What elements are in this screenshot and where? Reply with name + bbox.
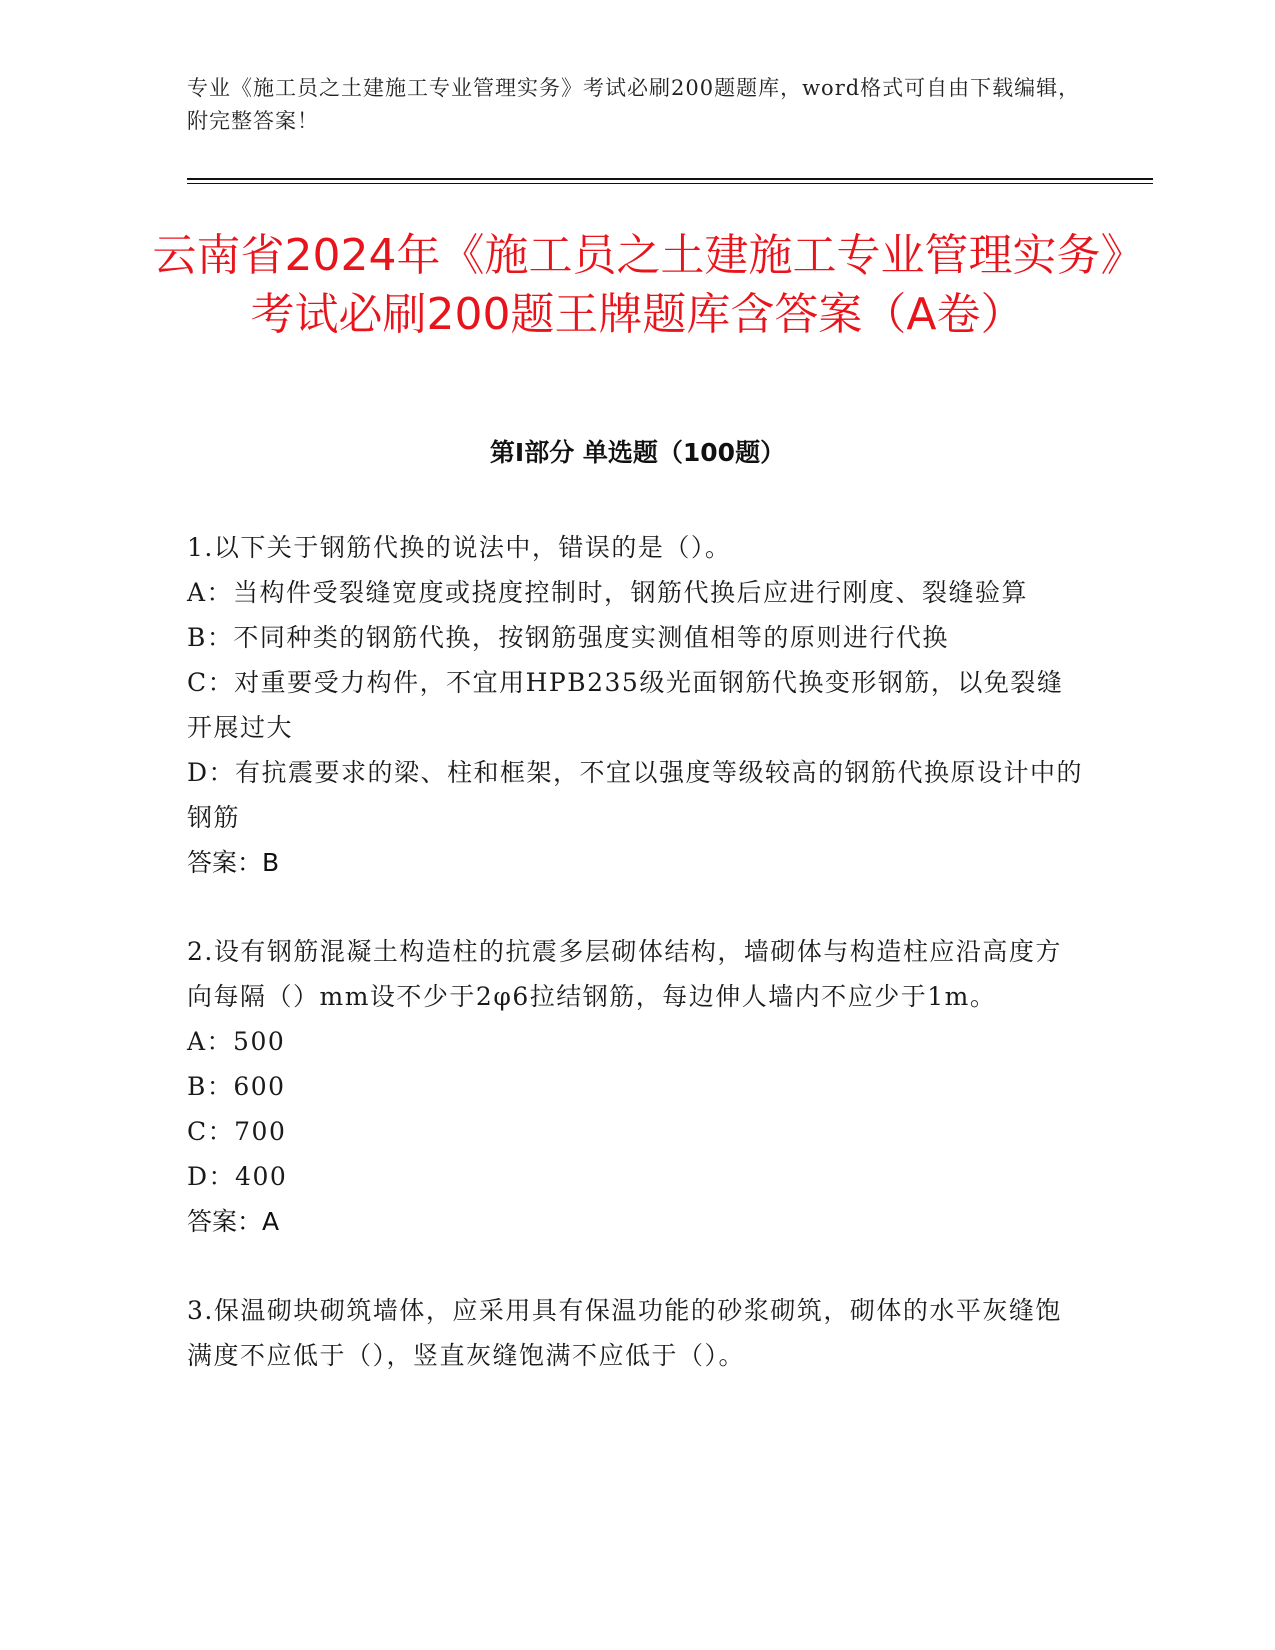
- question-stem: 1.以下关于钢筋代换的说法中，错误的是（）。: [187, 533, 732, 562]
- document-title: 云南省2024年《施工员之土建施工专业管理实务》考试必刷200题王牌题库含答案（A卷）: [152, 230, 1123, 340]
- option-d: D：400: [187, 1162, 288, 1191]
- header-note: 专业《施工员之土建施工专业管理实务》考试必刷200题题库，word格式可自由下载编辑，附完整答案！: [187, 76, 1081, 133]
- section-title: 第Ⅰ部分 单选题（100题）: [489, 438, 786, 467]
- question-stem: 2.设有钢筋混凝土构造柱的抗震多层砌体结构，墙砌体与构造柱应沿高度方向每隔（）mm设不少于2φ6拉结钢筋，每边伸人墙内不应少于1m。: [187, 937, 1062, 1011]
- question-1: [187, 525, 1087, 885]
- option-d: D：有抗震要求的梁、柱和框架，不宜以强度等级较高的钢筋代换原设计中的钢筋: [187, 758, 1084, 832]
- option-c: C：对重要受力构件，不宜用HPB235级光面钢筋代换变形钢筋，以免裂缝开展过大: [187, 668, 1064, 742]
- question-stem: 3.保温砌块砌筑墙体，应采用具有保温功能的砂浆砌筑，砌体的水平灰缝饱满度不应低于（），竖直灰缝饱满不应低于（）。: [187, 1296, 1062, 1370]
- option-a: A：500: [187, 1027, 286, 1056]
- question-list: [187, 525, 1087, 1422]
- answer: 答案：B: [187, 848, 280, 877]
- option-a: A：当构件受裂缝宽度或挠度控制时，钢筋代换后应进行刚度、裂缝验算: [187, 578, 1029, 607]
- option-b: B：不同种类的钢筋代换，按钢筋强度实测值相等的原则进行代换: [187, 623, 949, 652]
- option-c: C：700: [187, 1117, 287, 1146]
- header-divider-thin: [187, 183, 1153, 184]
- question-2: [187, 929, 1087, 1244]
- answer: 答案：A: [187, 1207, 280, 1236]
- option-b: B：600: [187, 1072, 286, 1101]
- question-3: [187, 1288, 1087, 1378]
- header-divider: [187, 178, 1153, 180]
